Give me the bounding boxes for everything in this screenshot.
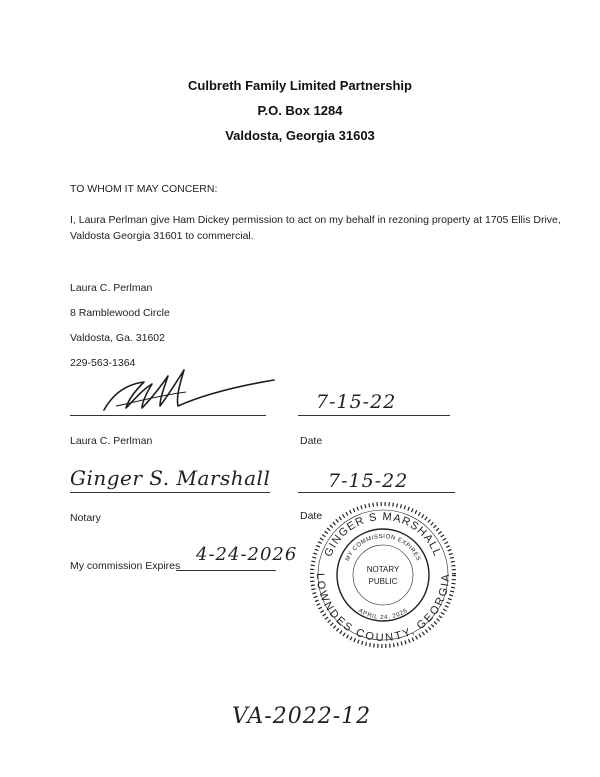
laura-signature — [96, 362, 276, 417]
date-line-1 — [298, 415, 450, 416]
contact-city: Valdosta, Ga. 31602 — [70, 332, 165, 344]
notary-date-handwritten: 7-15-22 — [328, 470, 409, 492]
notary-date-label: Date — [300, 510, 323, 522]
body-line-2: Valdosta Georgia 31601 to commercial. — [70, 230, 254, 242]
signature-line-1 — [70, 415, 266, 416]
notary-seal — [308, 500, 458, 650]
signature-line-2 — [70, 492, 270, 493]
contact-phone: 229-563-1364 — [70, 357, 136, 369]
letterhead-po-box: P.O. Box 1284 — [257, 103, 343, 118]
commission-label: My commission Expires — [70, 560, 181, 572]
salutation: TO WHOM IT MAY CONCERN: — [70, 183, 218, 195]
signer-label: Laura C. Perlman — [70, 435, 153, 447]
seal-center-public: PUBLIC — [368, 577, 398, 586]
body-line-1: I, Laura Perlman give Ham Dickey permission to act on my behalf in rezoning property at 1705 Ellis Drive, — [70, 214, 561, 226]
seal-outer-bottom: LOWNDES COUNTY, GEORGIA — [313, 572, 453, 645]
letterhead-city: Valdosta, Georgia 31603 — [225, 128, 375, 143]
case-number: VA-2022-12 — [232, 704, 372, 729]
notary-label: Notary — [70, 512, 101, 524]
notary-signature: Ginger S. Marshall — [70, 466, 271, 490]
seal-outer-top: GINGER S MARSHALL — [322, 510, 444, 559]
signer-date-handwritten: 7-15-22 — [316, 391, 397, 413]
seal-inner-top: MY COMMISSION EXPIRES — [344, 533, 422, 563]
seal-inner-bottom: APRIL 24, 2026 — [357, 608, 409, 622]
commission-date-handwritten: 4-24-2026 — [196, 544, 298, 565]
contact-name: Laura C. Perlman — [70, 282, 153, 294]
commission-line — [176, 570, 276, 571]
seal-center-notary: NOTARY — [366, 565, 400, 574]
date-line-2 — [298, 492, 455, 493]
letterhead-name: Culbreth Family Limited Partnership — [188, 78, 412, 93]
signer-date-label: Date — [300, 435, 323, 447]
svg-text:APRIL 24, 2026 — [357, 608, 409, 621]
contact-street: 8 Ramblewood Circle — [70, 307, 170, 319]
